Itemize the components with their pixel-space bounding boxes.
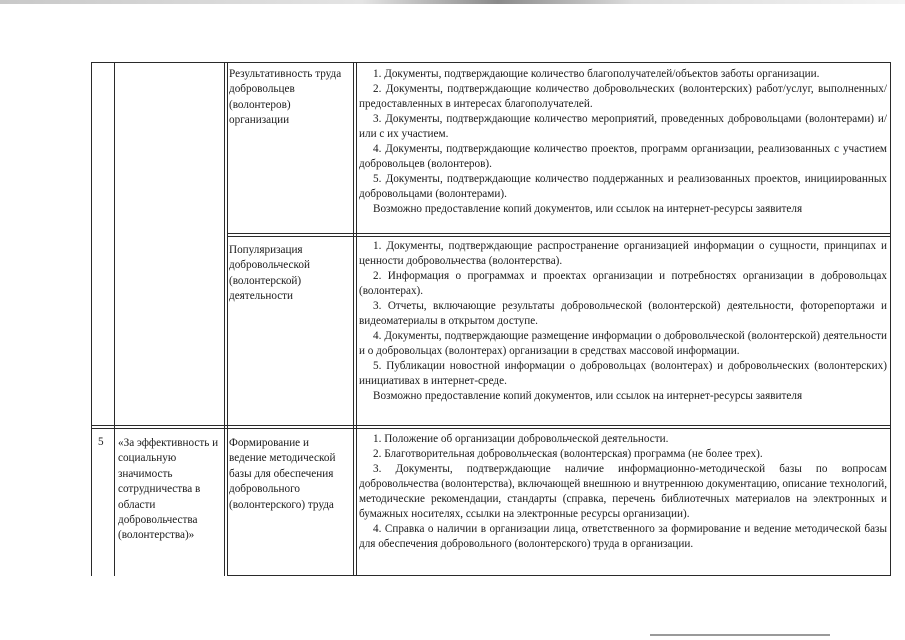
document-item: 1. Документы, подтверждающие количество благополучателей/объектов заботы организации. [373, 68, 820, 80]
row-number: 5 [98, 436, 104, 448]
table-border-top [91, 62, 891, 63]
scan-edge-bottom [650, 634, 830, 636]
document-item: 1. Документы, подтверждающие распространение организацией информации о сущности, принципах и ценности добровольчества (волонтерства). [359, 240, 887, 267]
row-divider-2 [91, 425, 891, 426]
document-item: 1. Положение об организации добровольческой деятельности. [373, 433, 669, 445]
document-item: 3. Документы, подтверждающие наличие информационно-методической базы по вопросам добровольчества (волонтерства), включающей внешнюю и внутреннюю документацию, описание технологий, методические рекомендации, стандарты (справка, перечень библиотечных материалов на электронных и бумажных носителях, ссылки на электронные ресурсы организации). [359, 463, 887, 520]
criterion-cell: Формирование и ведение методической базы для обеспечения добровольного (волонтерского) труда [229, 437, 336, 511]
document-item: 4. Документы, подтверждающие количество проектов, программ организации, реализованных с участием добровольцев (волонтеров). [359, 143, 887, 170]
document-note: Возможно предоставление копий документов, или ссылок на интернет-ресурсы заявителя [373, 390, 803, 402]
document-item: 4. Документы, подтверждающие размещение информации о добровольческой (волонтерской) деятельности и о добровольцах (волонтерах) организации в средствах массовой информации. [359, 330, 887, 357]
document-item: 5. Документы, подтверждающие количество поддержанных и реализованных проектов, инициированных добровольцами (волонтерами). [359, 173, 887, 200]
document-item: 2. Благотворительная добровольческая (волонтерская) программа (не более трех). [373, 448, 763, 460]
document-item: 4. Справка о наличии в организации лица, ответственного за формирование и ведение методической базы для обеспечения добровольного (волонтерского) труда в организации. [359, 523, 887, 550]
row-divider-1-double [227, 236, 891, 237]
document-item: 2. Информация о программах и проектах организации и потребностях организации в добровольцах (волонтерах). [359, 270, 887, 297]
document-item: 2. Документы, подтверждающие количество добровольческих (волонтерских) работ/услуг, выполненных/предоставленных в интересах благополучателей. [359, 83, 887, 110]
document-item: 3. Документы, подтверждающие количество мероприятий, проведенных добровольцами (волонтерами) и/или с их участием. [359, 113, 887, 140]
row-divider-2-double [91, 428, 891, 429]
table-divider-criterion [353, 62, 354, 576]
table-divider-criterion-double [356, 62, 357, 576]
row-divider-1 [227, 233, 891, 234]
document-item: 3. Отчеты, включающие результаты добровольческой (волонтерской) деятельности, фоторепортажи и видеоматериалы в открытом доступе. [359, 300, 887, 327]
document-item: 5. Публикации новостной информации о добровольцах (волонтерах) и добровольческих (волонтерских) инициативах в интернет-среде. [359, 360, 887, 387]
documents-cell [359, 432, 887, 552]
table-border-right [890, 62, 891, 576]
nomination-cell: «За эффективность и социальную значимость сотрудничества в области добровольчества (волонтерства)» [118, 437, 219, 542]
table-divider-number [114, 62, 115, 576]
table-border-left [91, 62, 92, 576]
table-border-bottom [227, 575, 891, 576]
document-note: Возможно предоставление копий документов, или ссылок на интернет-ресурсы заявителя [373, 203, 803, 215]
documents-cell [359, 239, 887, 404]
scan-edge-top [0, 0, 905, 4]
table-divider-nomination [224, 62, 225, 576]
criterion-cell: Популяризация добровольческой (волонтерской) деятельности [229, 244, 310, 303]
criterion-cell: Результативность труда добровольцев (волонтеров) организации [229, 68, 342, 127]
documents-cell [359, 67, 887, 217]
table-divider-nomination-double [227, 62, 228, 576]
